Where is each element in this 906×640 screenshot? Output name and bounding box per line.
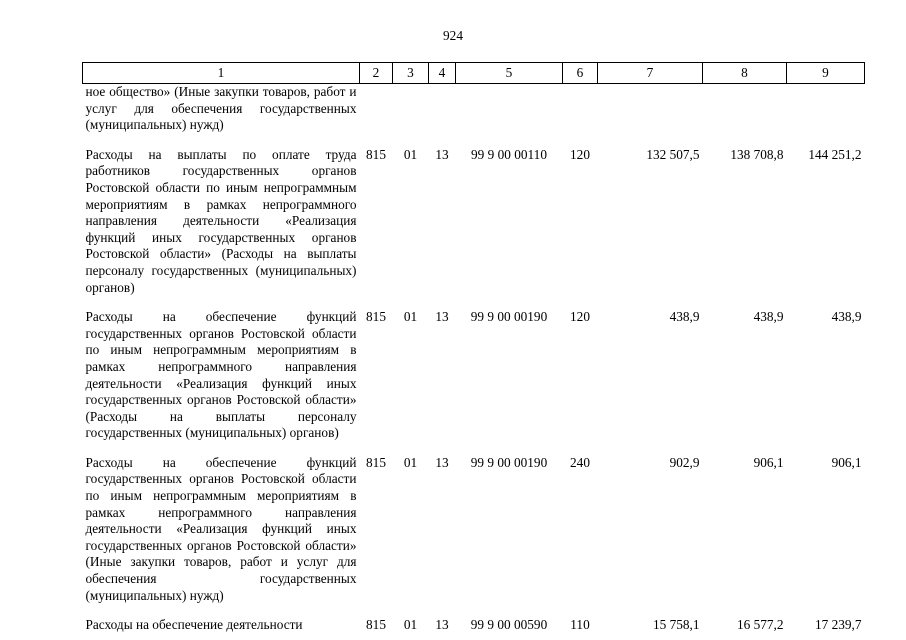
cell-section [393, 84, 429, 134]
cell-amount-year2: 138 708,8 [730, 146, 784, 162]
row-description: Расходы на обеспечение функций государственных органов Ростовской области по иным непрограммным мероприятиям в рамках непрограммного направления деятельности «Реализация функций иных государственных органов Ростовской области» (Иные закупки товаров, работ и услуг для обеспечения государственных (муниципальных) нужд) [85, 454, 357, 603]
cell-subsection: 13 [435, 454, 449, 470]
cell-amount-year1: 902,9 [669, 454, 700, 470]
cell-amount-year2: 906,1 [753, 454, 784, 470]
cell-ministry: 815 [366, 146, 386, 162]
row-description: ное общество» (Иные закупки товаров, работ и услуг для обеспечения государственных (муниципальных) нужд) [85, 84, 357, 133]
cell-amount-year2: 438,9 [753, 309, 784, 325]
row-description: Расходы на обеспечение деятельности [85, 617, 303, 633]
row-description: Расходы на обеспечение функций государственных органов Ростовской области по иным непрограммным мероприятиям в рамках непрограммного направления деятельности «Реализация функций иных государственных органов Ростовской области» (Расходы на выплаты персоналу государственных (муниципальных) органов) [85, 309, 357, 441]
cell-ministry: 815 [366, 617, 386, 633]
column-header: 6 [563, 63, 598, 84]
budget-table [82, 62, 865, 634]
cell-amount-year3: 144 251,2 [808, 146, 862, 162]
column-header: 1 [83, 63, 360, 84]
cell-subsection [429, 84, 456, 134]
cell-amount-year1 [598, 84, 703, 134]
table-row [83, 442, 865, 604]
cell-target-article: 99 9 00 00590 [470, 617, 548, 633]
cell-amount-year2 [703, 84, 787, 134]
row-description: Расходы на выплаты по оплате труда работников государственных органов Ростовской области по иным непрограммным мероприятиям в рамках непрограммного направления деятельности «Реализация функций иных государственных органов Ростовской области» (Расходы на выплаты персоналу государственных (муниципальных) органов) [85, 146, 357, 295]
cell-ministry [360, 84, 393, 134]
table-row [83, 296, 865, 442]
cell-expense-type [563, 84, 598, 134]
cell-subsection: 13 [435, 309, 449, 325]
cell-amount-year3 [787, 84, 865, 134]
cell-amount-year1: 15 758,1 [652, 617, 700, 633]
cell-expense-type: 120 [570, 146, 590, 162]
cell-target-article [456, 84, 563, 134]
column-header: 4 [429, 63, 456, 84]
cell-amount-year3: 17 239,7 [814, 617, 862, 633]
cell-expense-type: 110 [570, 617, 590, 633]
table-row [83, 84, 865, 134]
cell-section: 01 [403, 454, 418, 470]
cell-ministry: 815 [366, 309, 386, 325]
column-header: 9 [787, 63, 865, 84]
cell-target-article: 99 9 00 00190 [470, 454, 548, 470]
cell-expense-type: 240 [570, 454, 590, 470]
column-header: 8 [703, 63, 787, 84]
cell-amount-year3: 906,1 [831, 454, 862, 470]
column-header: 3 [393, 63, 429, 84]
cell-amount-year3: 438,9 [831, 309, 862, 325]
cell-ministry: 815 [366, 454, 386, 470]
page-number: 924 [443, 28, 463, 43]
cell-target-article: 99 9 00 00190 [470, 309, 548, 325]
cell-amount-year1: 438,9 [669, 309, 700, 325]
cell-section: 01 [403, 146, 418, 162]
column-header: 2 [360, 63, 393, 84]
table-row [83, 134, 865, 296]
column-header: 5 [456, 63, 563, 84]
cell-expense-type: 120 [570, 309, 590, 325]
header-row [83, 63, 865, 84]
cell-section: 01 [403, 617, 418, 633]
cell-section: 01 [403, 309, 418, 325]
cell-subsection: 13 [435, 617, 449, 633]
cell-subsection: 13 [435, 146, 449, 162]
table-row [83, 604, 865, 634]
cell-amount-year1: 132 507,5 [646, 146, 700, 162]
cell-target-article: 99 9 00 00110 [471, 146, 547, 162]
column-header: 7 [598, 63, 703, 84]
cell-amount-year2: 16 577,2 [736, 617, 784, 633]
